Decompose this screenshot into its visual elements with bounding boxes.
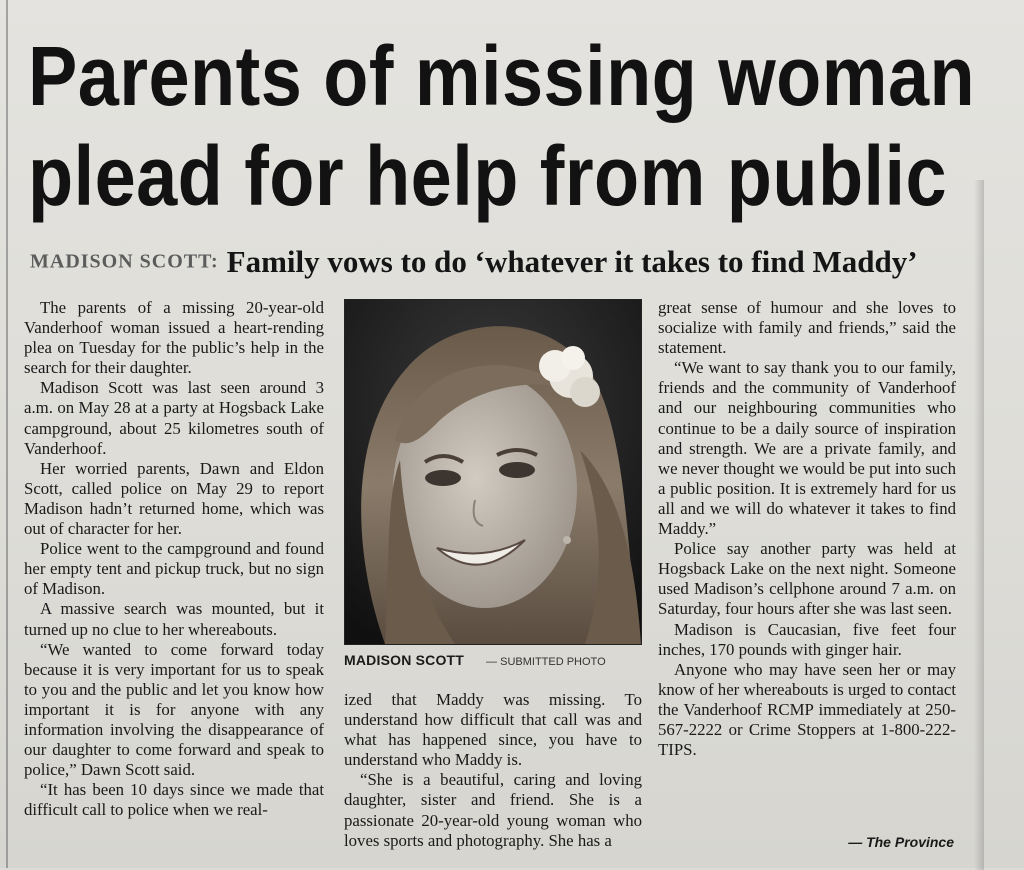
paragraph: Anyone who may have seen her or may know of her whereabouts is urged to contact the Vanderhoof RCMP immediately at 250-567-2222 or Crime Stoppers at 1-800-222-TIPS. [658,659,956,760]
paragraph: ized that Maddy was missing. To understand how difficult that call was and what has happened since, you have to understand who Maddy is. [344,690,642,770]
headline-line-2: plead for help from public [28,129,948,223]
caption-credit: — SUBMITTED PHOTO [486,656,606,668]
paragraph: Police went to the campground and found her empty tent and pickup truck, but no sign of Madison. [24,539,324,599]
paragraph: Police say another party was held at Hogsback Lake on the next night. Someone used Madison’s cellphone around 7 a.m. on Saturday, four hours after she was last seen. [658,539,956,619]
portrait-photo [344,299,642,645]
photo-caption [344,652,642,670]
page-edge-shadow [974,180,984,870]
headline-line-1: Parents of missing woman [28,29,976,123]
paragraph: great sense of humour and she loves to socialize with family and friends,” said the statement. [658,298,956,358]
body-column-1 [24,298,324,820]
paragraph: A massive search was mounted, but it turned up no clue to her whereabouts. [24,599,324,639]
paragraph: “We want to say thank you to our family, friends and the community of Vanderhoof and our neighbouring communities who continue to be a daily source of inspiration and strength. We are a private family, and we never thought we would be put into such a public position. It is extremely hard for us all and we will do whatever it takes to find Maddy.” [658,358,956,539]
paragraph: The parents of a missing 20-year-old Vanderhoof woman issued a heart-rending plea on Tuesday for the public’s help in the search for their daughter. [24,298,324,378]
caption-name: MADISON SCOTT [344,652,465,668]
paragraph: “It has been 10 days since we made that difficult call to police when we real- [24,780,324,820]
paragraph: Her worried parents, Dawn and Eldon Scott, called police on May 29 to report Madison hadn’t returned home, which was out of character for her. [24,458,324,539]
deck-text: Family vows to do ‘whatever it takes to find Maddy’ [226,244,918,279]
column-rule [6,0,8,868]
source-credit: — The Province [848,834,954,850]
portrait-illustration [345,300,641,644]
body-column-2 [344,690,642,851]
kicker: MADISON SCOTT: [30,250,219,273]
paragraph: “She is a beautiful, caring and loving daughter, sister and friend. She is a passionate 20-year-old young woman who loves sports and photography. She has a [344,770,642,850]
paragraph: Madison is Caucasian, five feet four inches, 170 pounds with ginger hair. [658,619,956,659]
body-column-3 [658,298,956,760]
paragraph: “We wanted to come forward today because it is very important for us to speak to you and the public and let you know how important it is for anyone with any information involving the disappearance of our daughter to come forward and speak to police,” Dawn Scott said. [24,639,324,780]
subheadline [30,244,970,280]
paragraph: Madison Scott was last seen around 3 a.m. on May 28 at a party at Hogsback Lake campground, about 25 kilometres south of Vanderhoof. [24,378,324,458]
headline [28,26,976,226]
